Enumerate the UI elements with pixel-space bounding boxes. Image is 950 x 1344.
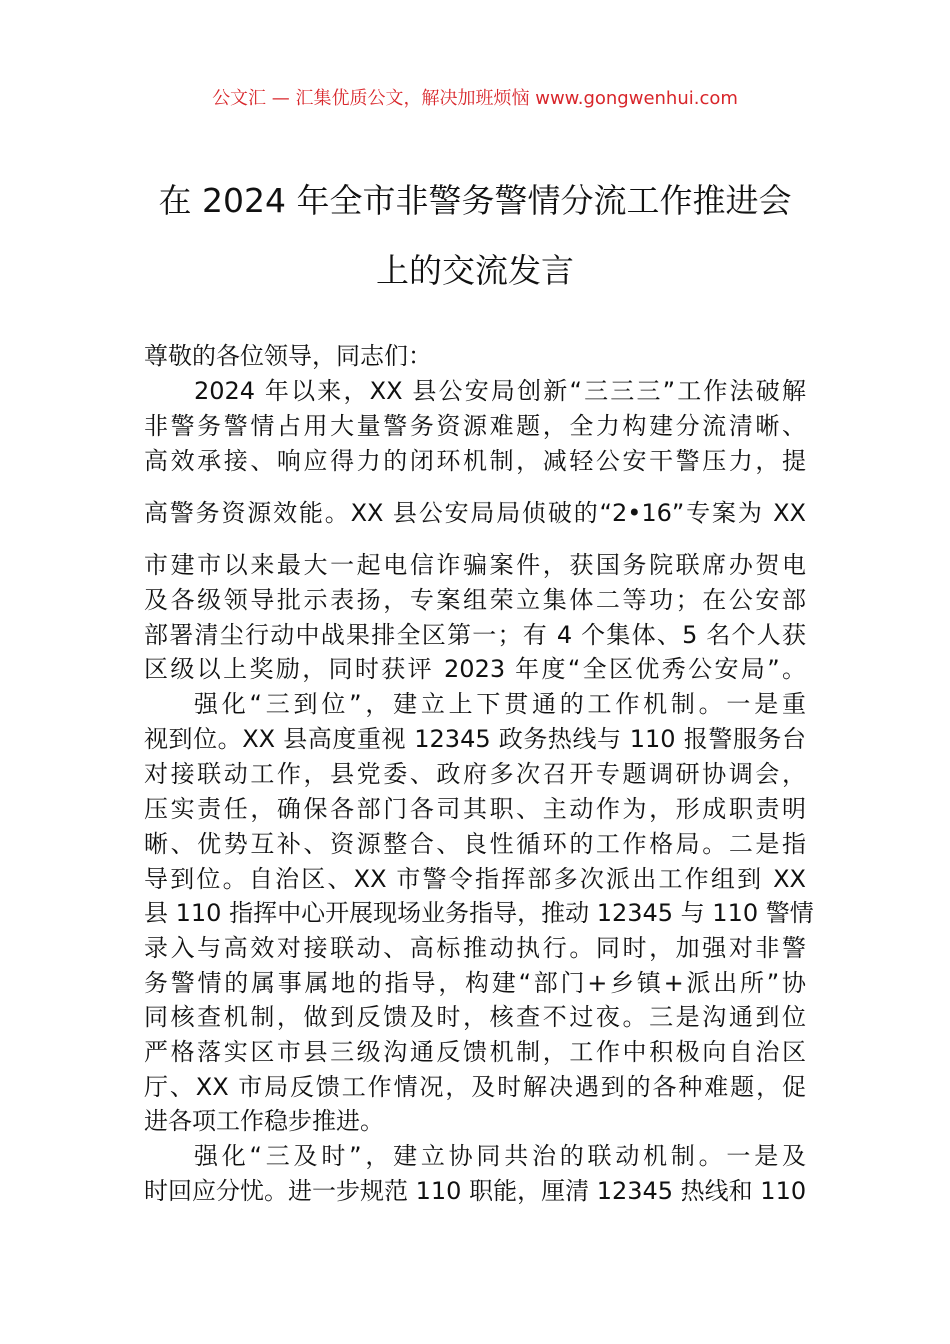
body-line: 厅、XX 市局反馈工作情况，及时解决遇到的各种难题，促	[144, 1073, 806, 1101]
body-line: 时回应分忧。进一步规范 110 职能，厘清 12345 热线和 110	[144, 1177, 807, 1205]
body-line: 非警务警情占用大量警务资源难题，全力构建分流清晰、	[144, 412, 806, 440]
document-title-line-2: 上的交流发言	[376, 251, 574, 290]
body-line: 对接联动工作，县党委、政府多次召开专题调研协调会，	[144, 760, 806, 788]
body-line: 高效承接、响应得力的闭环机制，减轻公安干警压力，提	[144, 447, 806, 475]
body-line: 及各级领导批示表扬，专案组荣立集体二等功；在公安部	[144, 586, 806, 614]
body-line: 强化“三到位”，建立上下贯通的工作机制。一是重	[194, 690, 806, 718]
body-line: 同核查机制，做到反馈及时，核查不过夜。三是沟通到位	[144, 1003, 806, 1031]
watermark-header: 公文汇 — 汇集优质公文，解决加班烦恼 www.gongwenhui.com	[212, 88, 738, 109]
body-line: 部署清尘行动中战果排全区第一；有 4 个集体、5 名个人获	[144, 621, 806, 649]
body-line: 录入与高效对接联动、高标推动执行。同时，加强对非警	[144, 934, 806, 962]
salutation: 尊敬的各位领导，同志们：	[144, 342, 432, 370]
document-title-line-1: 在 2024 年全市非警务警情分流工作推进会	[158, 181, 792, 220]
body-line: 导到位。自治区、XX 市警令指挥部多次派出工作组到 XX	[144, 865, 806, 893]
body-line: 视到位。XX 县高度重视 12345 政务热线与 110 报警服务台	[144, 725, 806, 753]
body-line: 区级以上奖励，同时获评 2023 年度“全区优秀公安局”。	[144, 655, 806, 683]
body-line: 进各项工作稳步推进。	[144, 1107, 384, 1135]
body-line: 晰、优势互补、资源整合、良性循环的工作格局。二是指	[144, 830, 806, 858]
body-line: 严格落实区市县三级沟通反馈机制，工作中积极向自治区	[144, 1038, 806, 1066]
body-line: 2024 年以来，XX 县公安局创新“三三三”工作法破解	[194, 377, 806, 405]
body-line: 强化“三及时”，建立协同共治的联动机制。一是及	[194, 1142, 806, 1170]
body-line: 务警情的属事属地的指导，构建“部门+乡镇+派出所”协	[144, 969, 806, 997]
body-line: 市建市以来最大一起电信诈骗案件，获国务院联席办贺电	[144, 551, 806, 579]
body-line: 县 110 指挥中心开展现场业务指导，推动 12345 与 110 警情	[144, 899, 814, 927]
body-line: 高警务资源效能。XX 县公安局局侦破的“2•16”专案为 XX	[144, 499, 806, 527]
body-line: 压实责任，确保各部门各司其职、主动作为，形成职责明	[144, 795, 806, 823]
